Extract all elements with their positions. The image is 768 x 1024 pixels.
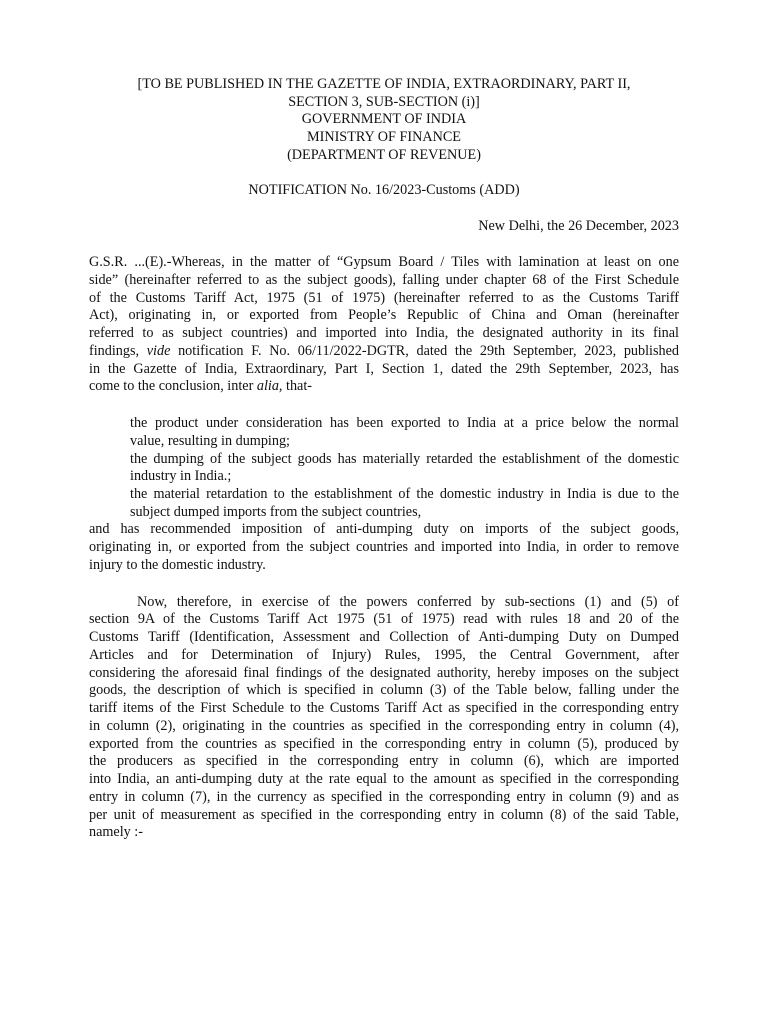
para2-line: the producers as specified in the corresponding entry in column (6), which are imported: [89, 753, 679, 769]
para2-line: per unit of measurement as specified in the corresponding entry in column (8) of the said Table,: [89, 807, 679, 823]
para2-line: section 9A of the Customs Tariff Act 1975 (51 of 1975) read with rules 18 and 20 of the: [89, 611, 679, 627]
para1-findings: findings,: [89, 343, 147, 359]
finding-item-line: the dumping of the subject goods has materially retarded the establishment of the domestic: [130, 451, 679, 467]
para1-line: of the Customs Tariff Act, 1975 (51 of 1975) (hereinafter referred to as the Customs Tariff: [89, 290, 679, 306]
para2-line: into India, an anti-dumping duty at the rate equal to the amount as specified in the corresponding: [89, 771, 679, 787]
para2-line: tariff items of the First Schedule to the Customs Tariff Act as specified in the corresponding entry: [89, 700, 679, 716]
para2-line: entry in column (7), in the currency as specified in the corresponding entry in column (9) and as: [89, 789, 679, 805]
para1-findings-rest: notification F. No. 06/11/2022-DGTR, dated the 29th September, 2023, published: [170, 343, 679, 359]
para2-line: Customs Tariff (Identification, Assessment and Collection of Anti-dumping Duty on Dumped: [89, 629, 679, 645]
para1-line: [89, 343, 679, 360]
para2-line: namely :-: [89, 824, 143, 840]
para1-line: side” (hereinafter referred to as the subject goods), falling under chapter 68 of the First Schedule: [89, 272, 679, 288]
para2-line: exported from the countries as specified in the corresponding entry in column (5), produced by: [89, 736, 679, 752]
para1-line: [89, 378, 679, 395]
finding-item-line: the material retardation to the establishment of the domestic industry in India is due to the: [130, 486, 679, 502]
notification-number: NOTIFICATION No. 16/2023-Customs (ADD): [248, 182, 520, 198]
para1-conclusion: come to the conclusion, inter: [89, 378, 257, 394]
recommendation-line: and has recommended imposition of anti-dumping duty on imports of the subject goods,: [89, 521, 679, 537]
para2-line: Articles and for Determination of Injury) Rules, 1995, the Central Government, after: [89, 647, 679, 663]
para2-line: Now, therefore, in exercise of the powers conferred by sub-sections (1) and (5) of: [137, 594, 679, 610]
para1-line: in the Gazette of India, Extraordinary, Part I, Section 1, dated the 29th September, 2023, has: [89, 361, 679, 377]
recommendation-line: injury to the domestic industry.: [89, 557, 266, 573]
para2-line: in column (2), originating in the countries as specified in the corresponding entry in column (4),: [89, 718, 679, 734]
ministry-heading: MINISTRY OF FINANCE: [307, 129, 461, 145]
alia-italic: alia,: [256, 378, 283, 394]
government-heading: GOVERNMENT OF INDIA: [301, 111, 467, 127]
vide-italic: vide: [146, 343, 171, 359]
para1-line: referred to as subject countries) and imported into India, the designated authority in its final: [89, 325, 679, 341]
finding-item-line: the product under consideration has been exported to India at a price below the normal: [130, 415, 679, 431]
para1-line: Act), originating in, or exported from People’s Republic of China and Oman (hereinafter: [89, 307, 679, 323]
para1-line: G.S.R. ...(E).-Whereas, in the matter of “Gypsum Board / Tiles with lamination at least on one: [89, 254, 679, 270]
recommendation-line: originating in, or exported from the subject countries and imported into India, in order to remove: [89, 539, 679, 555]
publication-header-line1: [TO BE PUBLISHED IN THE GAZETTE OF INDIA, EXTRAORDINARY, PART II,: [137, 76, 631, 92]
para1-that: that-: [282, 378, 313, 394]
department-heading: (DEPARTMENT OF REVENUE): [287, 147, 481, 163]
finding-item-line: subject dumped imports from the subject countries,: [130, 504, 422, 520]
place-and-date: New Delhi, the 26 December, 2023: [478, 218, 679, 234]
para2-line: considering the aforesaid final findings of the designated authority, hereby imposes on the subject: [89, 665, 679, 681]
publication-header-line2: SECTION 3, SUB-SECTION (i)]: [288, 94, 480, 110]
finding-item-line: value, resulting in dumping;: [130, 433, 290, 449]
finding-item-line: industry in India.;: [130, 468, 232, 484]
para2-line: goods, the description of which is specified in column (3) of the Table below, falling under the: [89, 682, 679, 698]
